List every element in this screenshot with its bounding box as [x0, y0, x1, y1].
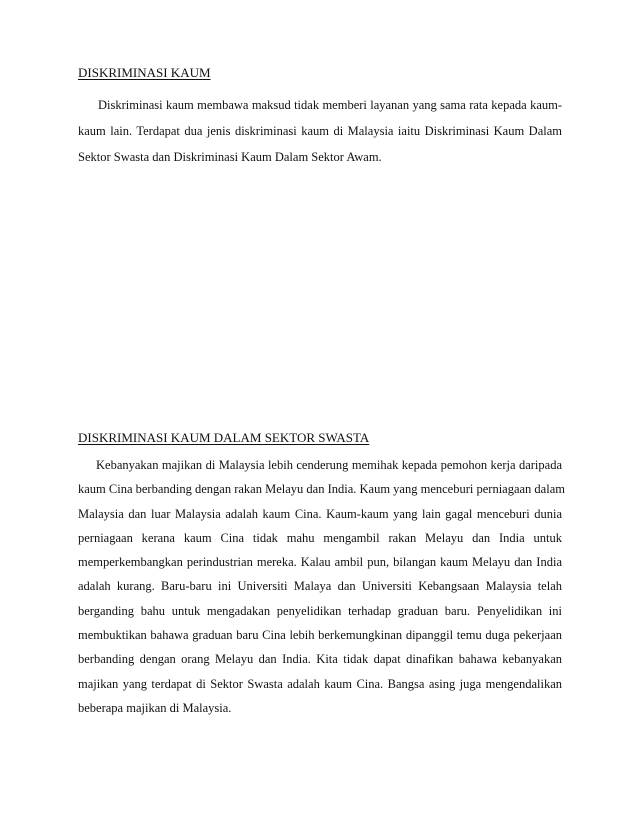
paragraph-intro — [78, 92, 562, 170]
paragraph-line: kaum lain. Terdapat dua jenis diskriminasi kaum di Malaysia iaitu Diskriminasi Kaum Dalam — [78, 124, 562, 138]
paragraph-line: majikan yang terdapat di Sektor Swasta adalah kaum Cina. Bangsa asing juga mengendalikan — [78, 676, 562, 691]
paragraph-line: adalah kurang. Baru-baru ini Universiti Malaya dan Universiti Kebangsaan Malaysia telah — [78, 579, 562, 594]
paragraph-line: berbanding dengan orang Melayu dan India. Kita tidak dapat dinafikan bahawa kebanyakan — [78, 652, 562, 667]
paragraph-line: Malaysia dan luar Malaysia adalah kaum Cina. Kaum-kaum yang lain gagal menceburi dunia — [78, 506, 562, 521]
paragraph-line: Sektor Swasta dan Diskriminasi Kaum Dalam Sektor Awam. — [78, 150, 382, 164]
paragraph-line: membuktikan bahawa graduan baru Cina lebih berkemungkinan dipanggil temu duga pekerjaan — [78, 628, 562, 643]
paragraph-sektor-swasta — [78, 453, 565, 720]
section-heading-diskriminasi-kaum: DISKRIMINASI KAUM — [78, 65, 211, 80]
paragraph-line: memperkembangkan perindustrian mereka. Kalau ambil pun, bilangan kaum Melayu dan India — [78, 555, 562, 570]
section-heading-sektor-swasta: DISKRIMINASI KAUM DALAM SEKTOR SWASTA — [78, 430, 370, 445]
paragraph-line: Kebanyakan majikan di Malaysia lebih cenderung memihak kepada pemohon kerja daripada — [96, 458, 562, 472]
paragraph-line: beberapa majikan di Malaysia. — [78, 700, 232, 715]
paragraph-line: kaum Cina berbanding dengan rakan Melayu dan India. Kaum yang menceburi perniagaan dalam — [78, 482, 565, 497]
paragraph-line: berganding bahu untuk mengadakan penyelidikan terhadap graduan baru. Penyelidikan ini — [78, 603, 562, 618]
paragraph-line: Diskriminasi kaum membawa maksud tidak memberi layanan yang sama rata kepada kaum- — [98, 98, 562, 112]
paragraph-line: perniagaan kerana kaum Cina tidak mahu mengambil rakan Melayu dan India untuk — [78, 530, 562, 545]
